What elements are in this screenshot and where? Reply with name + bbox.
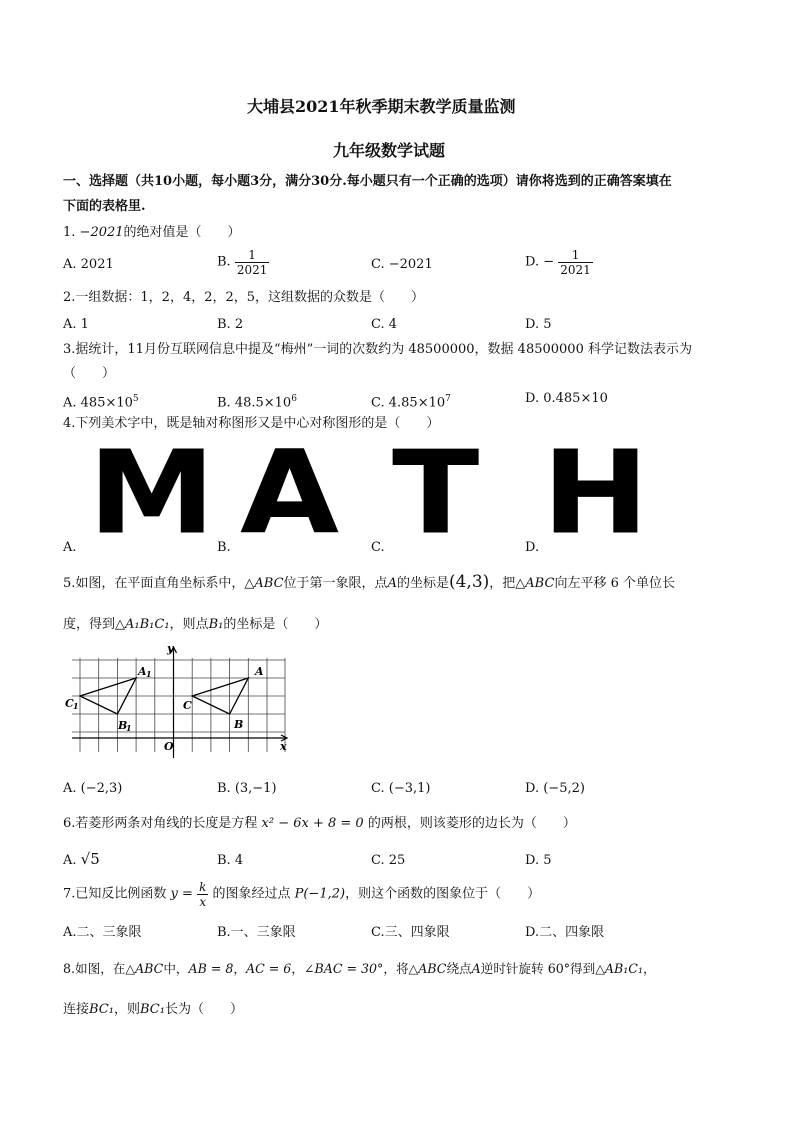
q6-option-b: B. 4 xyxy=(217,853,244,868)
q3-stem-line2: （ ） xyxy=(63,366,116,381)
q2-option-a: A. 1 xyxy=(63,317,89,332)
q4-option-b: B. xyxy=(217,540,231,555)
q8-stem-line1: 8.如图，在△ABC中，AB = 8，AC = 6，∠BAC = 30°，将△ABC绕点A逆时针旋转 60°得到△AB₁C₁， xyxy=(63,961,656,976)
point-c1-label: C xyxy=(65,697,74,710)
q7-option-c: C.三、四象限 xyxy=(371,925,450,940)
q4-option-d: D. xyxy=(525,540,540,555)
q7-option-b: B.一、三象限 xyxy=(217,925,296,940)
y-axis-label: y xyxy=(167,644,174,655)
q1-option-d: D. − $\frac{1}{2021}$ xyxy=(525,248,591,277)
q1-stem: 1. −2021的绝对值是（ ） xyxy=(63,225,241,240)
section-heading-line2: 下面的表格里. xyxy=(63,199,146,214)
q4-stem: 4.下列美术字中，既是轴对称图形又是中心对称图形的是（ ） xyxy=(63,416,440,431)
q2-option-b: B. 2 xyxy=(217,317,244,332)
point-b-label: B xyxy=(234,718,244,731)
x-axis-label: x xyxy=(280,740,287,753)
q7-stem: 7.已知反比例函数 y = $\frac{k}{x}$ 的图象经过点 P(−1,2)，则这个函数的图象位于（ ） xyxy=(63,880,541,909)
q2-option-c: C. 4 xyxy=(371,317,398,332)
axes xyxy=(72,647,287,758)
q5-stem-line1: 5.如图，在平面直角坐标系中，△ABC位于第一象限，点A的坐标是(4,3)，把△ABC向左平移 6 个单位长 xyxy=(63,572,675,592)
q5-option-b: B. (3,−1) xyxy=(217,781,277,796)
q2-option-d: D. 5 xyxy=(525,317,552,332)
q5-coordinate-grid-figure xyxy=(60,644,295,758)
q5-option-c: C. (−3,1) xyxy=(371,781,431,796)
origin-label: O xyxy=(164,740,174,753)
exam-title: 大埔县2021年秋季期末教学质量监测 xyxy=(247,97,516,116)
point-c-label: C xyxy=(183,699,192,712)
q3-stem-line1: 3.据统计，11月份互联网信息中提及“梅州”一词的次数约为 48500000，数据 48500000 科学记数法表示为 xyxy=(63,342,692,357)
q4-letter-h: H xyxy=(542,426,650,561)
q3-option-d: D. 0.485×10 xyxy=(525,391,608,406)
q2-stem: 2.一组数据：1，2，4，2，2，5，这组数据的众数是（ ） xyxy=(63,290,425,305)
q6-option-d: D. 5 xyxy=(525,853,552,868)
q4-letter-a: A xyxy=(240,426,340,561)
q7-option-a: A.二、三象限 xyxy=(63,925,142,940)
q3-option-b: B. $48.5\times 10^6$ xyxy=(217,394,297,411)
exam-subtitle: 九年级数学试题 xyxy=(333,141,446,160)
q6-stem: 6.若菱形两条对角线的长度是方程 x² − 6x + 8 = 0 的两根，则该菱形的边长为（ ） xyxy=(63,816,576,831)
point-c1-subscript: 1 xyxy=(73,701,79,711)
q4-option-a: A. xyxy=(63,540,77,555)
q5-option-d: D. (−5,2) xyxy=(525,781,585,796)
point-a-label: A xyxy=(255,665,264,678)
section-heading-line1: 一、选择题（共10小题，每小题3分，满分30分.每小题只有一个正确的选项）请你将选到的正确答案填在 xyxy=(63,174,672,189)
q5-option-a: A. (−2,3) xyxy=(63,781,123,796)
q1-option-a: A. 2021 xyxy=(63,257,114,272)
q1-option-b: B. $\frac{1}{2021}$ xyxy=(217,248,268,277)
q4-letter-m: M xyxy=(88,426,216,561)
q3-option-c: C. $4.85\times 10^7$ xyxy=(371,394,451,411)
q6-option-c: C. 25 xyxy=(371,853,406,868)
q1-option-d-fraction: $\frac{1}{2021}$ xyxy=(560,248,591,277)
q3-option-a: A. $485\times 10^5$ xyxy=(63,394,139,411)
q8-stem-line2: 连接BC₁，则BC₁长为（ ） xyxy=(63,1002,243,1017)
q1-option-b-fraction: $\frac{1}{2021}$ xyxy=(236,248,268,277)
q7-fraction: $\frac{k}{x}$ xyxy=(199,880,207,909)
q4-option-c: C. xyxy=(371,540,385,555)
point-b1-subscript: 1 xyxy=(126,723,132,733)
point-a1-label: A xyxy=(138,665,147,678)
q7-option-d: D.二、四象限 xyxy=(525,925,605,940)
q6-option-a: A. √5 xyxy=(63,850,100,868)
point-b1-label: B xyxy=(118,719,128,732)
q4-letter-t: T xyxy=(392,426,480,561)
q1-option-c: C. −2021 xyxy=(371,257,433,272)
q5-stem-line2: 度，得到△A₁B₁C₁，则点B₁的坐标是（ ） xyxy=(63,617,328,632)
point-a1-subscript: 1 xyxy=(146,669,152,679)
